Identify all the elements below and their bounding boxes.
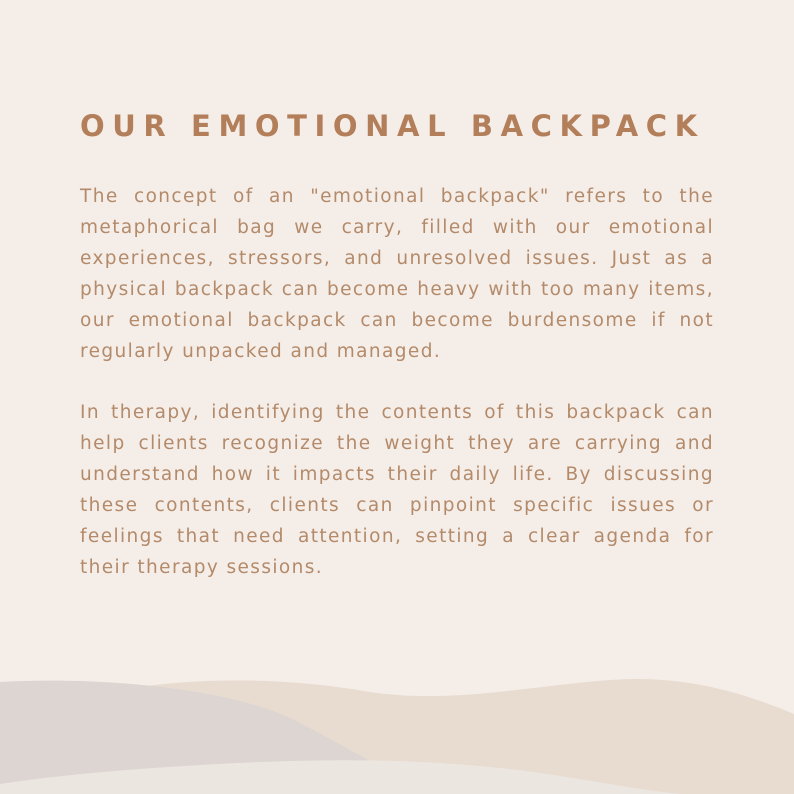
body-paragraph-concept: The concept of an "emotional backpack" refers to the metaphorical bag we carry, filled with our emotional experiences, stressors, and unresolved issues. Just as a physical backpack can become heavy with too many items, our emotional backpack can become burdensome if not regularly unpacked and managed. [80,186,714,362]
body-paragraph-therapy: In therapy, identifying the contents of this backpack can help clients recognize the weight they are carrying and understand how it impacts their daily life. By discussing these contents, clients can pinpoint specific issues or feelings that need attention, setting a clear agenda for their therapy sessions. [80,402,714,578]
decorative-waves [0,660,794,794]
page-title: OUR EMOTIONAL BACKPACK [80,109,705,143]
